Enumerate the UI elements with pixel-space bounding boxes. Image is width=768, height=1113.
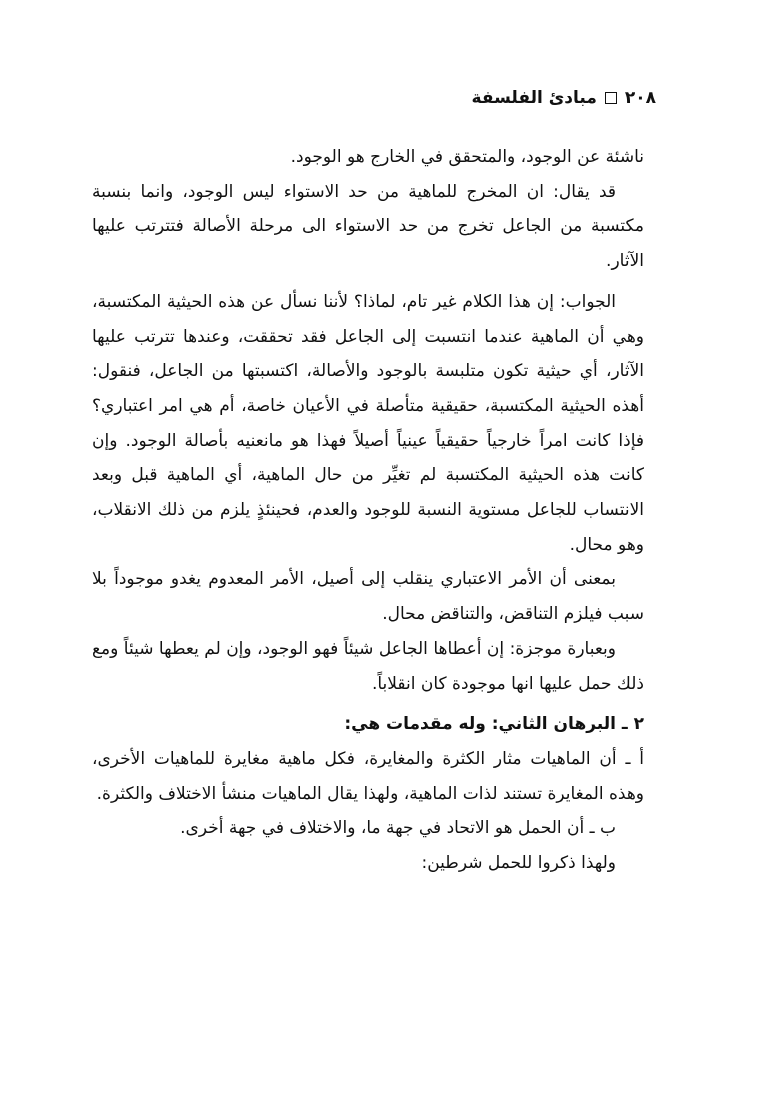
- paragraph-continuation: ناشئة عن الوجود، والمتحقق في الخارج هو الوجود.: [290, 147, 644, 167]
- paragraph-objection: قد يقال: ان المخرج للماهية من حد الاستواء ليس الوجود، وانما بنسبة مكتسبة من الجاعل تخرج من حد الاستواء الى مرحلة الأصالة فتترتب عليها الآثار.: [92, 181, 644, 272]
- running-header: [472, 88, 656, 108]
- section-heading: ٢ ـ البرهان الثاني: وله مقدمات هي:: [344, 714, 644, 735]
- paragraph-answer: الجواب: إن هذا الكلام غير تام، لماذا؟ لأننا نسأل عن هذه الحيثية المكتسبة، وهي أن الماهية عندما انتسبت إلى الجاعل فقد تحققت، وعندها تترتب عليها الآثار، أي حيثية تكون متلبسة بالوجود والأصالة، اكتسبتها من الجاعل، فنقول: أهذه الحيثية المكتسبة، حقيقية متأصلة في الأعيان خاصة، أم هي امر اعتباري؟ فإذا كانت امراً خارجياً حقيقياً عينياً أصيلاً فهذا هو مانعنيه بأصالة الوجود. وإن كانت هذه الحيثية المكتسبة لم تغيِّر من حال الماهية، أي الماهية قبل وبعد الانتساب للجاعل مستوية النسبة للوجود والعدم، فحينئذٍ يلزم من ذلك الانقلاب، وهو محال.: [92, 291, 644, 555]
- premise-b: ب ـ أن الحمل هو الاتحاد في جهة ما، والاختلاف في جهة أخرى.: [180, 818, 616, 839]
- paragraph-summary: وبعبارة موجزة: إن أعطاها الجاعل شيئاً فهو الوجود، وإن لم يعطها شيئاً ومع ذلك حمل عليها انها موجودة كان انقلاباً.: [92, 638, 644, 694]
- premise-a: أ ـ أن الماهيات مثار الكثرة والمغايرة، فكل ماهية مغايرة للماهيات الأخرى، وهذه المغايرة تستند لذات الماهية، ولهذا يقال الماهيات منشأ الاختلاف والكثرة.: [92, 748, 644, 804]
- main-text: [92, 140, 644, 881]
- paragraph-meaning: بمعنى أن الأمر الاعتباري ينقلب إلى أصيل، الأمر المعدوم يغدو موجوداً بلا سبب فيلزم التناقض، والتناقض محال.: [92, 569, 644, 625]
- page-number: ٢٠٨: [624, 88, 656, 108]
- square-bullet-icon: [605, 92, 617, 104]
- book-title: مبادئ الفلسفة: [471, 88, 597, 108]
- premise-b-note: ولهذا ذكروا للحمل شرطين:: [421, 853, 616, 874]
